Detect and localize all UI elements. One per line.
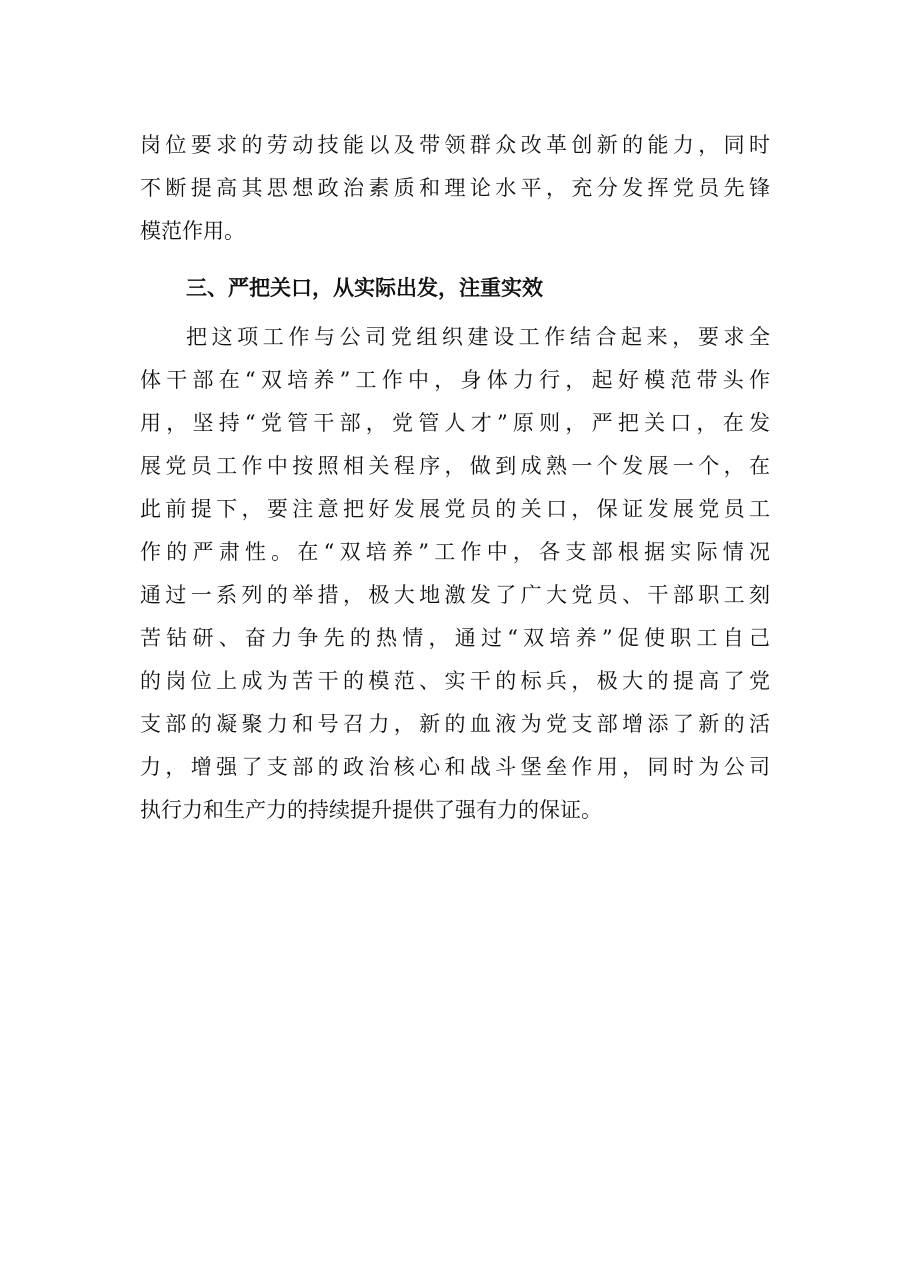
paragraph-2 (140, 316, 770, 832)
paragraph-line: 作的严肃性。在“双培养”工作中，各支部根据实际情况 (140, 540, 770, 564)
paragraph-line: 把这项工作与公司党组织建设工作结合起来，要求全 (186, 325, 770, 349)
paragraph-line: 苦钻研、奋力争先的热情，通过“双培养”促使职工自己 (140, 626, 770, 650)
section-heading: 三、严把关口，从实际出发，注重实效 (186, 276, 543, 300)
paragraph-line: 通过一系列的举措，极大地激发了广大党员、干部职工刻 (140, 583, 770, 607)
paragraph-line: 模范作用。 (140, 219, 245, 243)
paragraph-line: 体干部在“双培养”工作中，身体力行，起好模范带头作 (140, 368, 770, 392)
paragraph-line: 支部的凝聚力和号召力，新的血液为党支部增添了新的活 (140, 712, 770, 736)
paragraph-1 (140, 124, 770, 253)
paragraph-line: 不断提高其思想政治素质和理论水平，充分发挥党员先锋 (140, 176, 770, 200)
paragraph-line: 用，坚持“党管干部，党管人才”原则，严把关口，在发 (140, 411, 770, 435)
paragraph-line: 的岗位上成为苦干的模范、实干的标兵，极大的提高了党 (140, 669, 770, 693)
paragraph-line: 力，增强了支部的政治核心和战斗堡垒作用，同时为公司 (140, 755, 770, 779)
paragraph-line: 展党员工作中按照相关程序，做到成熟一个发展一个，在 (140, 454, 770, 478)
paragraph-line: 执行力和生产力的持续提升提供了强有力的保证。 (140, 798, 602, 822)
paragraph-line: 岗位要求的劳动技能以及带领群众改革创新的能力，同时 (140, 133, 770, 157)
paragraph-line: 此前提下，要注意把好发展党员的关口，保证发展党员工 (140, 497, 770, 521)
